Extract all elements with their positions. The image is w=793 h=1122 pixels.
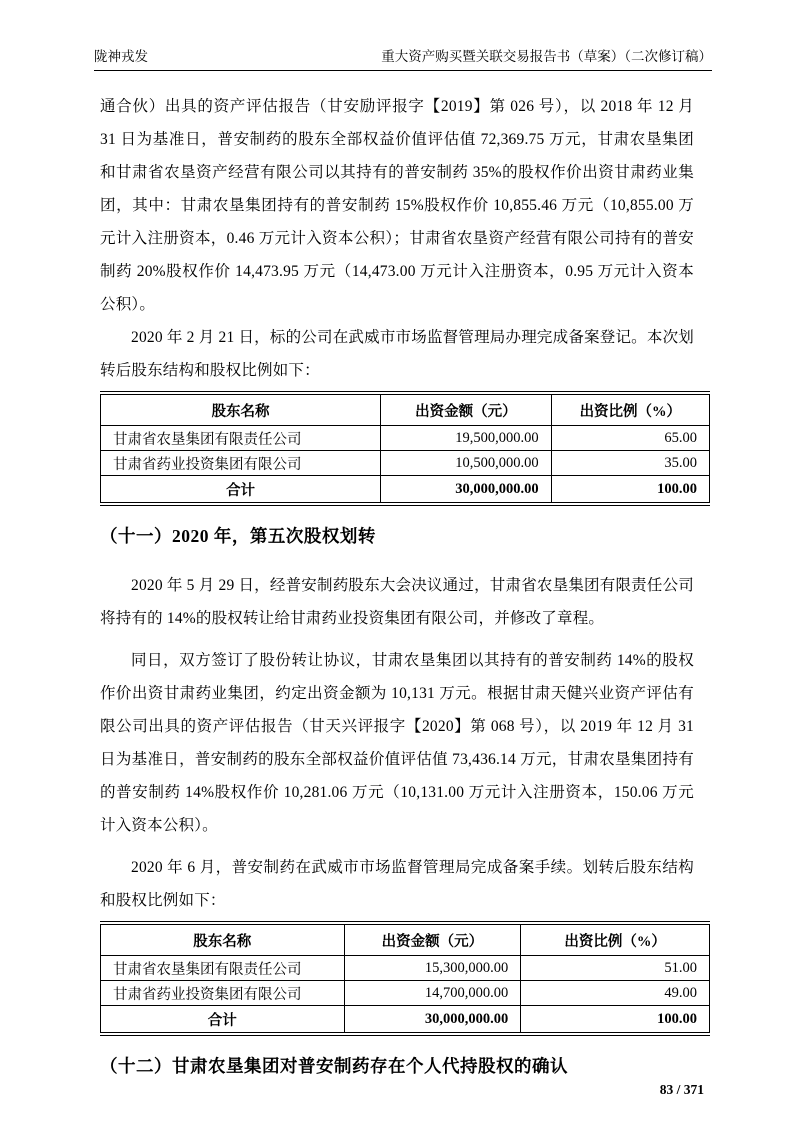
table-row (101, 426, 710, 451)
shareholder-table-after-transfer-4 (100, 391, 710, 506)
header-report-title: 重大资产购买暨关联交易报告书（草案）（二次修订稿） (381, 49, 712, 64)
table-row (101, 981, 710, 1006)
capital-ratio: 51.00 (521, 956, 710, 981)
total-ratio: 100.00 (551, 476, 709, 505)
col-header-shareholder-name: 股东名称 (101, 393, 381, 426)
capital-ratio: 65.00 (551, 426, 709, 451)
total-ratio: 100.00 (521, 1006, 710, 1035)
header-company-short-name: 陇神戎发 (94, 49, 148, 64)
capital-ratio: 35.00 (551, 451, 709, 476)
paragraph-filing-2020-02: 2020 年 2 月 21 日，标的公司在武威市市场监督管理局办理完成备案登记。本次划转后股东结构和股权比例如下： (100, 329, 694, 379)
paragraph-filing-2020-06: 2020 年 6 月，普安制药在武威市市场监督管理局完成备案手续。划转后股东结构和股权比例如下： (100, 859, 694, 909)
col-header-capital-amount: 出资金额（元） (344, 923, 521, 956)
shareholder-name: 甘肃省药业投资集团有限公司 (101, 981, 345, 1006)
total-label: 合计 (101, 476, 381, 505)
section-heading-11: （十一）2020 年，第五次股权划转 (100, 526, 376, 546)
shareholder-name: 甘肃省药业投资集团有限公司 (101, 451, 381, 476)
col-header-capital-ratio: 出资比例（%） (521, 923, 710, 956)
paragraph-resolution-2020-05: 2020 年 5 月 29 日，经普安制药股东大会决议通过，甘肃省农垦集团有限责任公司将持有的 14%的股权转让给甘肃药业投资集团有限公司，并修改了章程。 (100, 577, 694, 627)
capital-amount: 19,500,000.00 (381, 426, 552, 451)
table-row (101, 451, 710, 476)
paragraph-transfer-agreement: 同日，双方签订了股份转让协议，甘肃农垦集团以其持有的普安制药 14%的股权作价出资甘肃药业集团，约定出资金额为 10,131 万元。根据甘肃天健兴业资产评估有限公司出具的资产评估报告（甘天兴评报字【2020】第 068 号），以 2019 年 12 月 31 日为基准日，普安制药的股东全部权益价值评估值 73,436.14 万元，甘肃农垦集团持有的普安制药 14%股权作价 10,281.06 万元（10,131.00 万元计入注册资本，150.06 万元计入资本公积）。 (100, 652, 694, 834)
table-row (101, 956, 710, 981)
table-header-row (101, 923, 710, 956)
total-amount: 30,000,000.00 (344, 1006, 521, 1035)
col-header-capital-amount: 出资金额（元） (381, 393, 552, 426)
total-amount: 30,000,000.00 (381, 476, 552, 505)
capital-amount: 10,500,000.00 (381, 451, 552, 476)
shareholder-table-after-transfer-5 (100, 921, 710, 1036)
table-total-row (101, 476, 710, 505)
table-total-row (101, 1006, 710, 1035)
total-label: 合计 (101, 1006, 345, 1035)
capital-ratio: 49.00 (521, 981, 710, 1006)
running-header (94, 48, 712, 71)
shareholder-name: 甘肃省农垦集团有限责任公司 (101, 956, 345, 981)
col-header-capital-ratio: 出资比例（%） (551, 393, 709, 426)
capital-amount: 15,300,000.00 (344, 956, 521, 981)
shareholder-name: 甘肃省农垦集团有限责任公司 (101, 426, 381, 451)
table-header-row (101, 393, 710, 426)
paragraph-continuation-valuation: 通合伙）出具的资产评估报告（甘安励评报字【2019】第 026 号），以 2018 年 12 月 31 日为基准日，普安制药的股东全部权益价值评估值 72,369.75 万元，甘肃农垦集团和甘肃省农垦资产经营有限公司以其持有的普安制药 35%的股权作价出资甘肃药业集团，其中：甘肃农垦集团持有的普安制药 15%股权作价 10,855.46 万元（10,855.00 万元计入注册资本，0.46 万元计入资本公积）；甘肃省农垦资产经营有限公司持有的普安制药 20%股权作价 14,473.95 万元（14,473.00 万元计入注册资本，0.95 万元计入资本公积）。 (100, 98, 694, 313)
col-header-shareholder-name: 股东名称 (101, 923, 345, 956)
section-heading-12: （十二）甘肃农垦集团对普安制药存在个人代持股权的确认 (100, 1056, 568, 1076)
capital-amount: 14,700,000.00 (344, 981, 521, 1006)
page-number: 83 / 371 (659, 1082, 704, 1097)
